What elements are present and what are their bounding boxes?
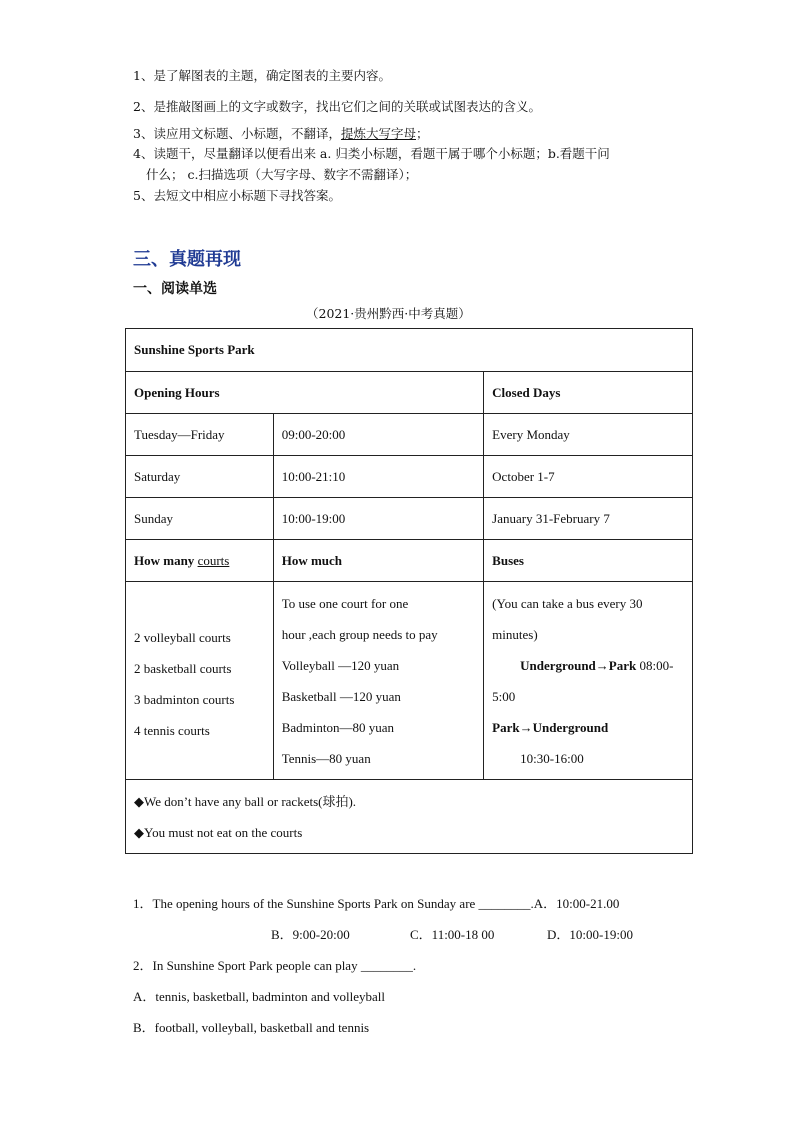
price-line: To use one court for one	[281, 595, 409, 611]
court-item: 4 tennis courts	[134, 722, 210, 738]
price-line: hour ,each group needs to pay	[281, 626, 438, 642]
hours-cell: 10:00-19:00	[273, 498, 483, 540]
table-row	[126, 414, 693, 456]
table-title: Sunshine Sports Park	[126, 329, 693, 372]
closed-cell: Every Monday	[484, 414, 693, 456]
price-line: Volleyball —120 yuan	[281, 657, 400, 673]
header-row	[126, 372, 693, 414]
tip-4-cont: 什么； c.扫描选项（大写字母、数字不需翻译）；	[146, 167, 418, 182]
note-item: ◆You must not eat on the courts	[134, 824, 303, 840]
section-title: 三、真题再现	[133, 249, 241, 270]
day-cell: Sunday	[126, 498, 274, 540]
price-line: Basketball —120 yuan	[281, 688, 401, 704]
tip-3-end: ；	[415, 126, 429, 141]
park-info-table	[125, 328, 693, 854]
buses-cell	[484, 582, 693, 780]
tip-3	[133, 126, 429, 142]
price-line: Tennis—80 yuan	[281, 750, 371, 766]
question-2-option-b: B．football, volleyball, basketball and tennis	[133, 1020, 370, 1035]
courts-header	[126, 540, 274, 582]
tip-5: 5、去短文中相应小标题下寻找答案。	[133, 188, 341, 203]
table-row	[126, 498, 693, 540]
question-1-option-b: B．9:00-20:00	[271, 927, 350, 942]
question-1-option-d: D．10:00-19:00	[547, 927, 633, 942]
details-row	[126, 582, 693, 780]
route-1-time-b: 5:00	[492, 688, 516, 704]
closed-cell: October 1-7	[484, 456, 693, 498]
route-2-time: 10:30-16:00	[520, 750, 584, 766]
hours-cell: 09:00-20:00	[273, 414, 483, 456]
day-cell: Saturday	[126, 456, 274, 498]
how-much-header: How much	[273, 540, 483, 582]
courts-header-prefix: How many	[134, 552, 198, 568]
price-line: Badminton—80 yuan	[281, 719, 394, 735]
note-item: ◆We don’t have any ball or rackets(球拍).	[134, 793, 357, 809]
hours-cell: 10:00-21:10	[273, 456, 483, 498]
route-2	[492, 712, 684, 743]
tip-4: 4、读题干，尽量翻译以便看出来 a. 归类小标题，看题干属于哪个小标题；b.看题干问	[133, 146, 610, 161]
court-item: 2 basketball courts	[134, 660, 232, 676]
notes-row	[126, 780, 693, 854]
question-2-stem: 2．In Sunshine Sport Park people can play ________.	[133, 958, 417, 973]
subsection-title: 一、阅读单选	[133, 281, 217, 297]
courts-header-row	[126, 540, 693, 582]
tip-3-underlined: 提炼大写字母	[340, 126, 416, 141]
route-1-time-a: 08:00-	[636, 657, 674, 673]
courts-cell	[126, 582, 274, 780]
notes-cell	[126, 780, 693, 854]
table-row	[126, 456, 693, 498]
courts-header-word: courts	[197, 552, 230, 568]
court-item: 2 volleyball courts	[134, 629, 231, 645]
closed-cell: January 31-February 7	[484, 498, 693, 540]
opening-hours-header: Opening Hours	[126, 372, 484, 414]
court-item: 3 badminton courts	[134, 691, 235, 707]
route-1-name: Underground→Park	[520, 657, 637, 673]
day-cell: Tuesday—Friday	[126, 414, 274, 456]
bus-note-1: (You can take a bus every 30	[492, 595, 643, 611]
tip-2: 2、是推敲图画上的文字或数字，找出它们之间的关联或试图表达的含义。	[133, 99, 541, 114]
question-1-stem: 1．The opening hours of the Sunshine Sports Park on Sunday are ________.A．10:00-21.00	[133, 896, 620, 911]
tip-3-text: 3、读应用文标题、小标题，不翻译，	[133, 126, 341, 141]
source-label: （2021·贵州黔西·中考真题）	[306, 306, 471, 321]
bus-note-2: minutes)	[492, 626, 538, 642]
table-title-row	[126, 329, 693, 372]
route-2-name: Park→Underground	[492, 719, 609, 735]
route-1	[492, 650, 684, 681]
question-2-option-a: A．tennis, basketball, badminton and volleyball	[133, 989, 386, 1004]
question-1-option-c: C．11:00-18 00	[410, 927, 495, 942]
closed-days-header: Closed Days	[484, 372, 693, 414]
buses-header: Buses	[484, 540, 693, 582]
tip-1: 1、是了解图表的主题，确定图表的主要内容。	[133, 68, 391, 83]
prices-cell	[273, 582, 483, 780]
